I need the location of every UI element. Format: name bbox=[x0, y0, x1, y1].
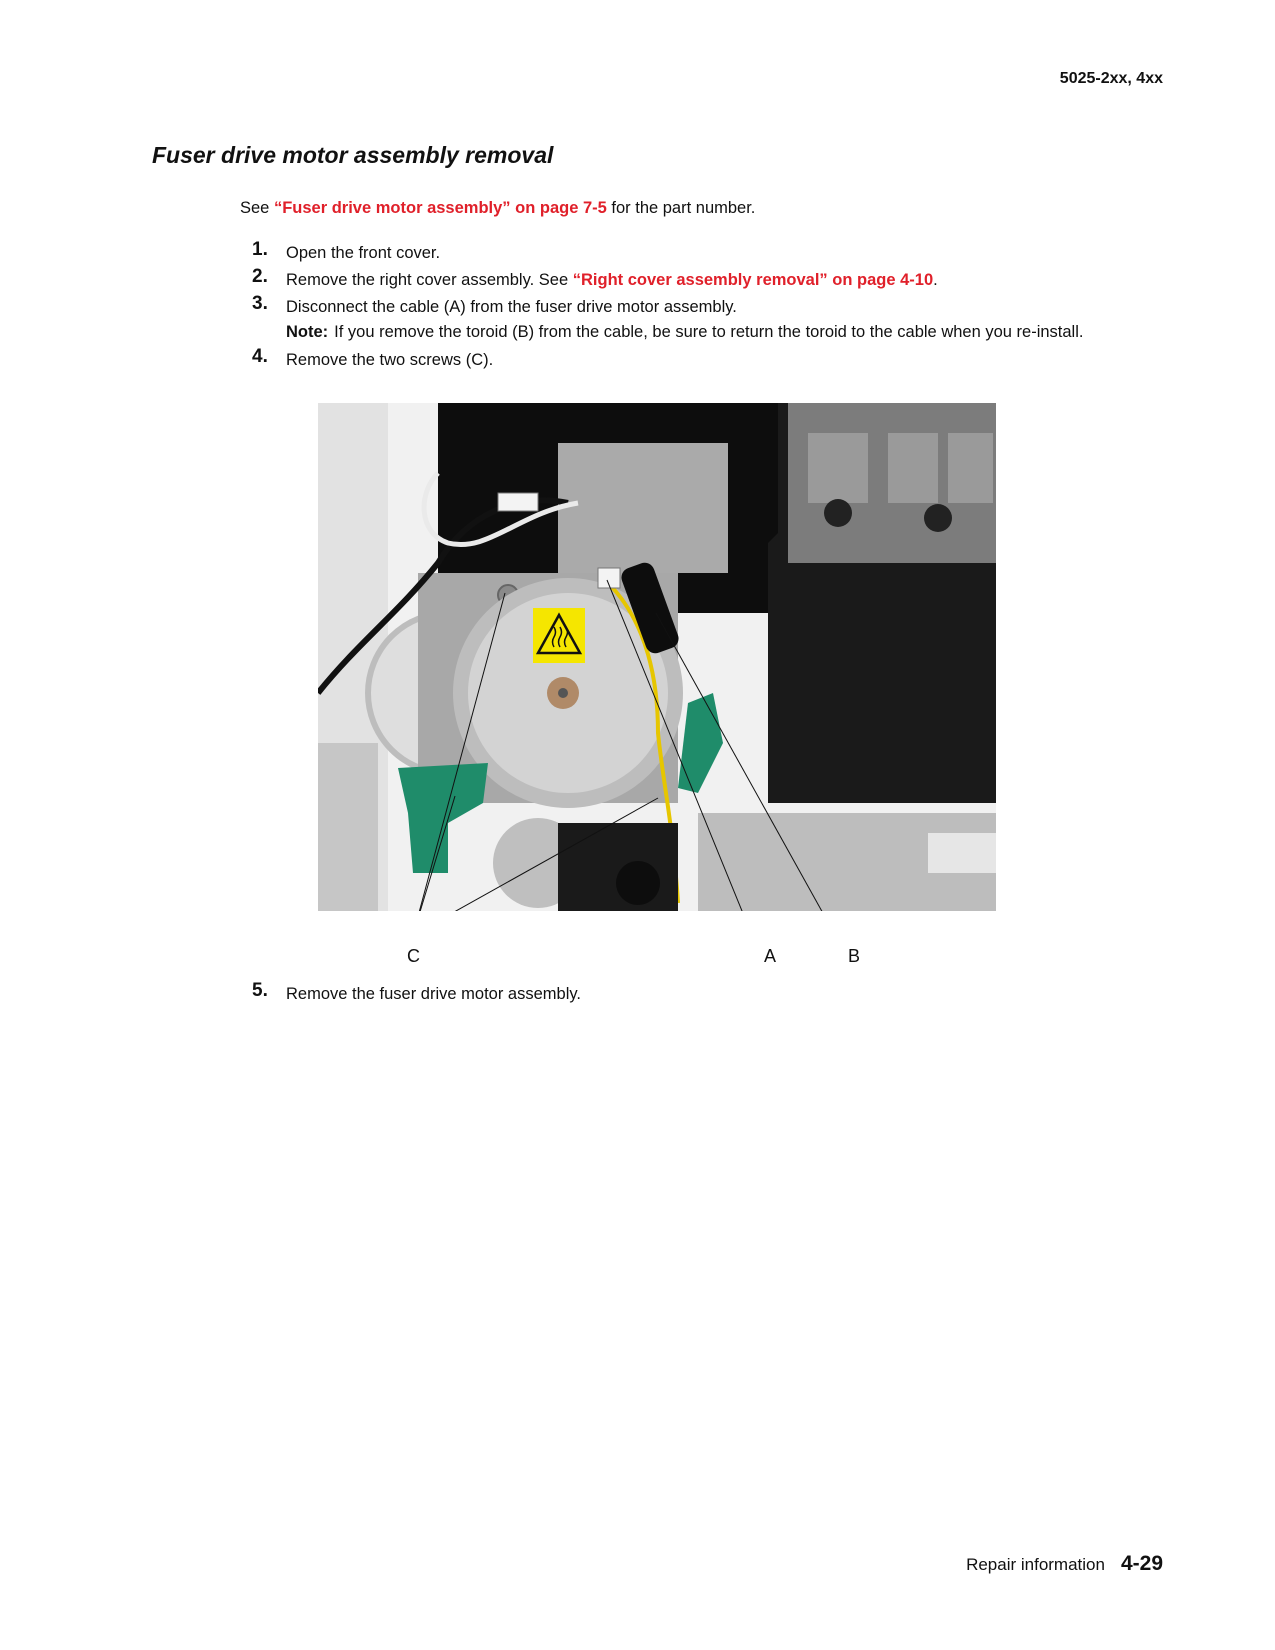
intro-suffix: for the part number. bbox=[606, 199, 756, 217]
right-cover-removal-link[interactable]: “Right cover assembly removal” on page 4-10 bbox=[572, 271, 934, 289]
callout-b: B bbox=[848, 946, 861, 966]
hot-surface-warning-icon bbox=[533, 608, 585, 663]
callout-a: A bbox=[764, 946, 777, 966]
step-suffix: . bbox=[933, 271, 938, 289]
step-number: 3. bbox=[252, 293, 268, 314]
page-number: 4-29 bbox=[1120, 1552, 1163, 1575]
page-footer bbox=[966, 1552, 1163, 1576]
step-1 bbox=[240, 239, 1145, 263]
step-text: Remove the right cover assembly. See bbox=[286, 271, 573, 289]
note bbox=[240, 321, 1145, 343]
step-number: 4. bbox=[252, 346, 268, 367]
step-2 bbox=[240, 266, 1145, 290]
section-title: Fuser drive motor assembly removal bbox=[152, 142, 554, 168]
note-text: If you remove the toroid (B) from the cable, be sure to return the toroid to the cable when you re-install. bbox=[334, 323, 1084, 341]
callout-c: C bbox=[407, 946, 420, 966]
step-text: Remove the fuser drive motor assembly. bbox=[286, 985, 581, 1003]
step-text: Disconnect the cable (A) from the fuser drive motor assembly. bbox=[286, 298, 737, 316]
step-number: 5. bbox=[252, 980, 268, 1001]
document-code: 5025-2xx, 4xx bbox=[1059, 70, 1163, 87]
step-3 bbox=[240, 293, 1145, 317]
part-number-link[interactable]: “Fuser drive motor assembly” on page 7-5 bbox=[273, 199, 607, 217]
footer-section: Repair information bbox=[966, 1555, 1105, 1574]
step-5 bbox=[240, 980, 1145, 1011]
fuser-drive-motor-photo bbox=[318, 403, 996, 911]
step-text: Open the front cover. bbox=[286, 244, 441, 262]
step-text: Remove the two screws (C). bbox=[286, 351, 494, 369]
step-number: 2. bbox=[252, 266, 268, 287]
step-4 bbox=[240, 346, 1145, 370]
step-list bbox=[240, 239, 1145, 377]
intro-paragraph bbox=[240, 199, 755, 218]
intro-prefix: See bbox=[240, 199, 274, 217]
step-number: 1. bbox=[252, 239, 268, 260]
note-label: Note: bbox=[286, 323, 329, 341]
